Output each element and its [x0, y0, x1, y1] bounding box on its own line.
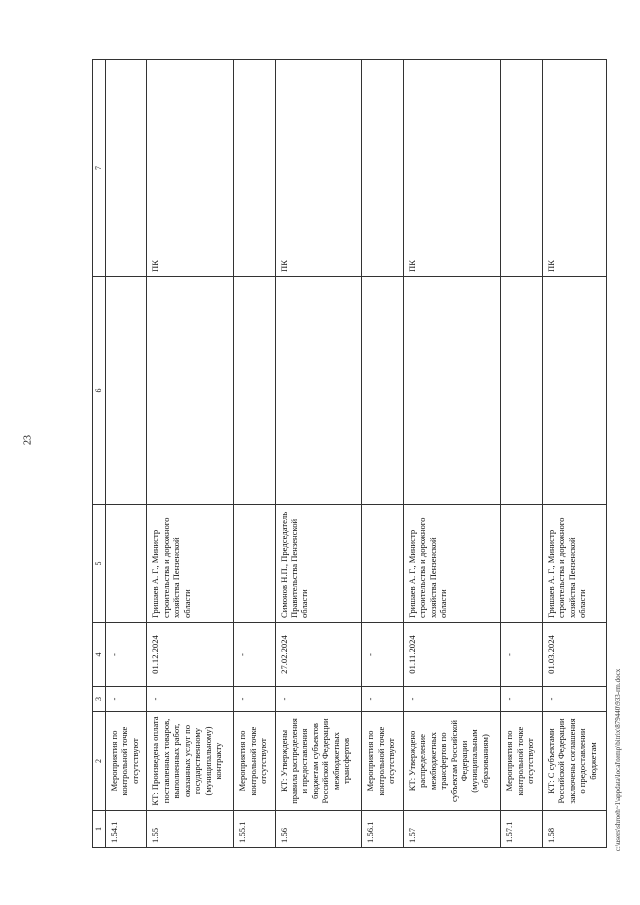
- row-event: КТ: Утверждены правила распределения и предоставления бюджетам субъектов Российской Федерации межбюджетных трансфертов: [275, 712, 362, 811]
- table-row: [403, 60, 501, 848]
- row-date: -: [362, 623, 403, 687]
- table-row: [147, 60, 234, 848]
- row-col3: -: [542, 687, 606, 712]
- row-number: 1.56: [275, 811, 362, 848]
- row-responsible: Гришаев А. Г., Министр строительства и дорожного хозяйства Пензенской области: [542, 505, 606, 623]
- row-col3: -: [403, 687, 501, 712]
- row-number: 1.57: [403, 811, 501, 848]
- header-cell: 5: [93, 505, 106, 623]
- row-col7: [234, 60, 275, 277]
- row-col7: ПК: [542, 60, 606, 277]
- row-responsible: [234, 505, 275, 623]
- row-responsible: [362, 505, 403, 623]
- schedule-table: [92, 59, 607, 848]
- row-event: КТ: С субъектами Российской Федерации заключены соглашения о предоставлении бюджетам: [542, 712, 606, 811]
- row-number: 1.56.1: [362, 811, 403, 848]
- row-responsible: [106, 505, 147, 623]
- row-date: 27.02.2024: [275, 623, 362, 687]
- header-row: [93, 60, 106, 848]
- row-date: -: [106, 623, 147, 687]
- table-body: [106, 60, 607, 848]
- row-number: 1.57.1: [501, 811, 542, 848]
- row-col7: ПК: [275, 60, 362, 277]
- row-number: 1.55.1: [234, 811, 275, 848]
- row-col6: [403, 277, 501, 505]
- header-cell: 4: [93, 623, 106, 687]
- page-number: 23: [22, 435, 34, 445]
- row-col7: [501, 60, 542, 277]
- header-cell: 2: [93, 712, 106, 811]
- row-col7: [106, 60, 147, 277]
- table-row: [234, 60, 275, 848]
- row-event: КТ: Произведена оплата поставленных товаров, выполненных работ, оказанных услуг по государственному (муниципальному) контракту: [147, 712, 234, 811]
- row-col3: -: [501, 687, 542, 712]
- row-col3: -: [234, 687, 275, 712]
- table-row: [275, 60, 362, 848]
- row-date: -: [234, 623, 275, 687]
- row-event: Мероприятия по контрольной точке отсутствуют: [106, 712, 147, 811]
- row-number: 1.55: [147, 811, 234, 848]
- row-col7: ПК: [147, 60, 234, 277]
- row-col3: -: [275, 687, 362, 712]
- row-date: -: [501, 623, 542, 687]
- header-cell: 6: [93, 277, 106, 505]
- footer-file-path: c:\users\shroeh~1\appdata\local\temp\bitrix\879440\933-rm.docx: [614, 668, 622, 852]
- row-col3: -: [106, 687, 147, 712]
- row-col6: [275, 277, 362, 505]
- row-date: 01.12.2024: [147, 623, 234, 687]
- row-responsible: [501, 505, 542, 623]
- row-responsible: Гришаев А. Г., Министр строительства и дорожного хозяйства Пензенской области: [147, 505, 234, 623]
- row-event: Мероприятия по контрольной точке отсутствуют: [362, 712, 403, 811]
- header-cell: 7: [93, 60, 106, 277]
- row-col6: [234, 277, 275, 505]
- row-col7: [362, 60, 403, 277]
- rotated-table-container: [92, 60, 607, 848]
- row-event: Мероприятия по контрольной точке отсутствуют: [501, 712, 542, 811]
- row-col6: [362, 277, 403, 505]
- row-col6: [501, 277, 542, 505]
- table-row: [501, 60, 542, 848]
- row-responsible: Симонов Н.П., Председатель Правительства Пензенской области: [275, 505, 362, 623]
- row-col3: -: [362, 687, 403, 712]
- row-col3: -: [147, 687, 234, 712]
- row-col6: [542, 277, 606, 505]
- row-responsible: Гришаев А. Г., Министр строительства и дорожного хозяйства Пензенской области: [403, 505, 501, 623]
- table-row: [362, 60, 403, 848]
- header-cell: 1: [93, 811, 106, 848]
- row-event: Мероприятия по контрольной точке отсутствуют: [234, 712, 275, 811]
- row-col7: ПК: [403, 60, 501, 277]
- row-event: КТ: Утверждено распределение межбюджетных трансфертов по субъектам Российской Федерации (муниципальным образованиям): [403, 712, 501, 811]
- row-col6: [106, 277, 147, 505]
- table-row: [542, 60, 606, 848]
- row-date: 01.11.2024: [403, 623, 501, 687]
- row-date: 01.03.2024: [542, 623, 606, 687]
- row-col6: [147, 277, 234, 505]
- row-number: 1.54.1: [106, 811, 147, 848]
- header-cell: 3: [93, 687, 106, 712]
- table-row: [106, 60, 147, 848]
- row-number: 1.58: [542, 811, 606, 848]
